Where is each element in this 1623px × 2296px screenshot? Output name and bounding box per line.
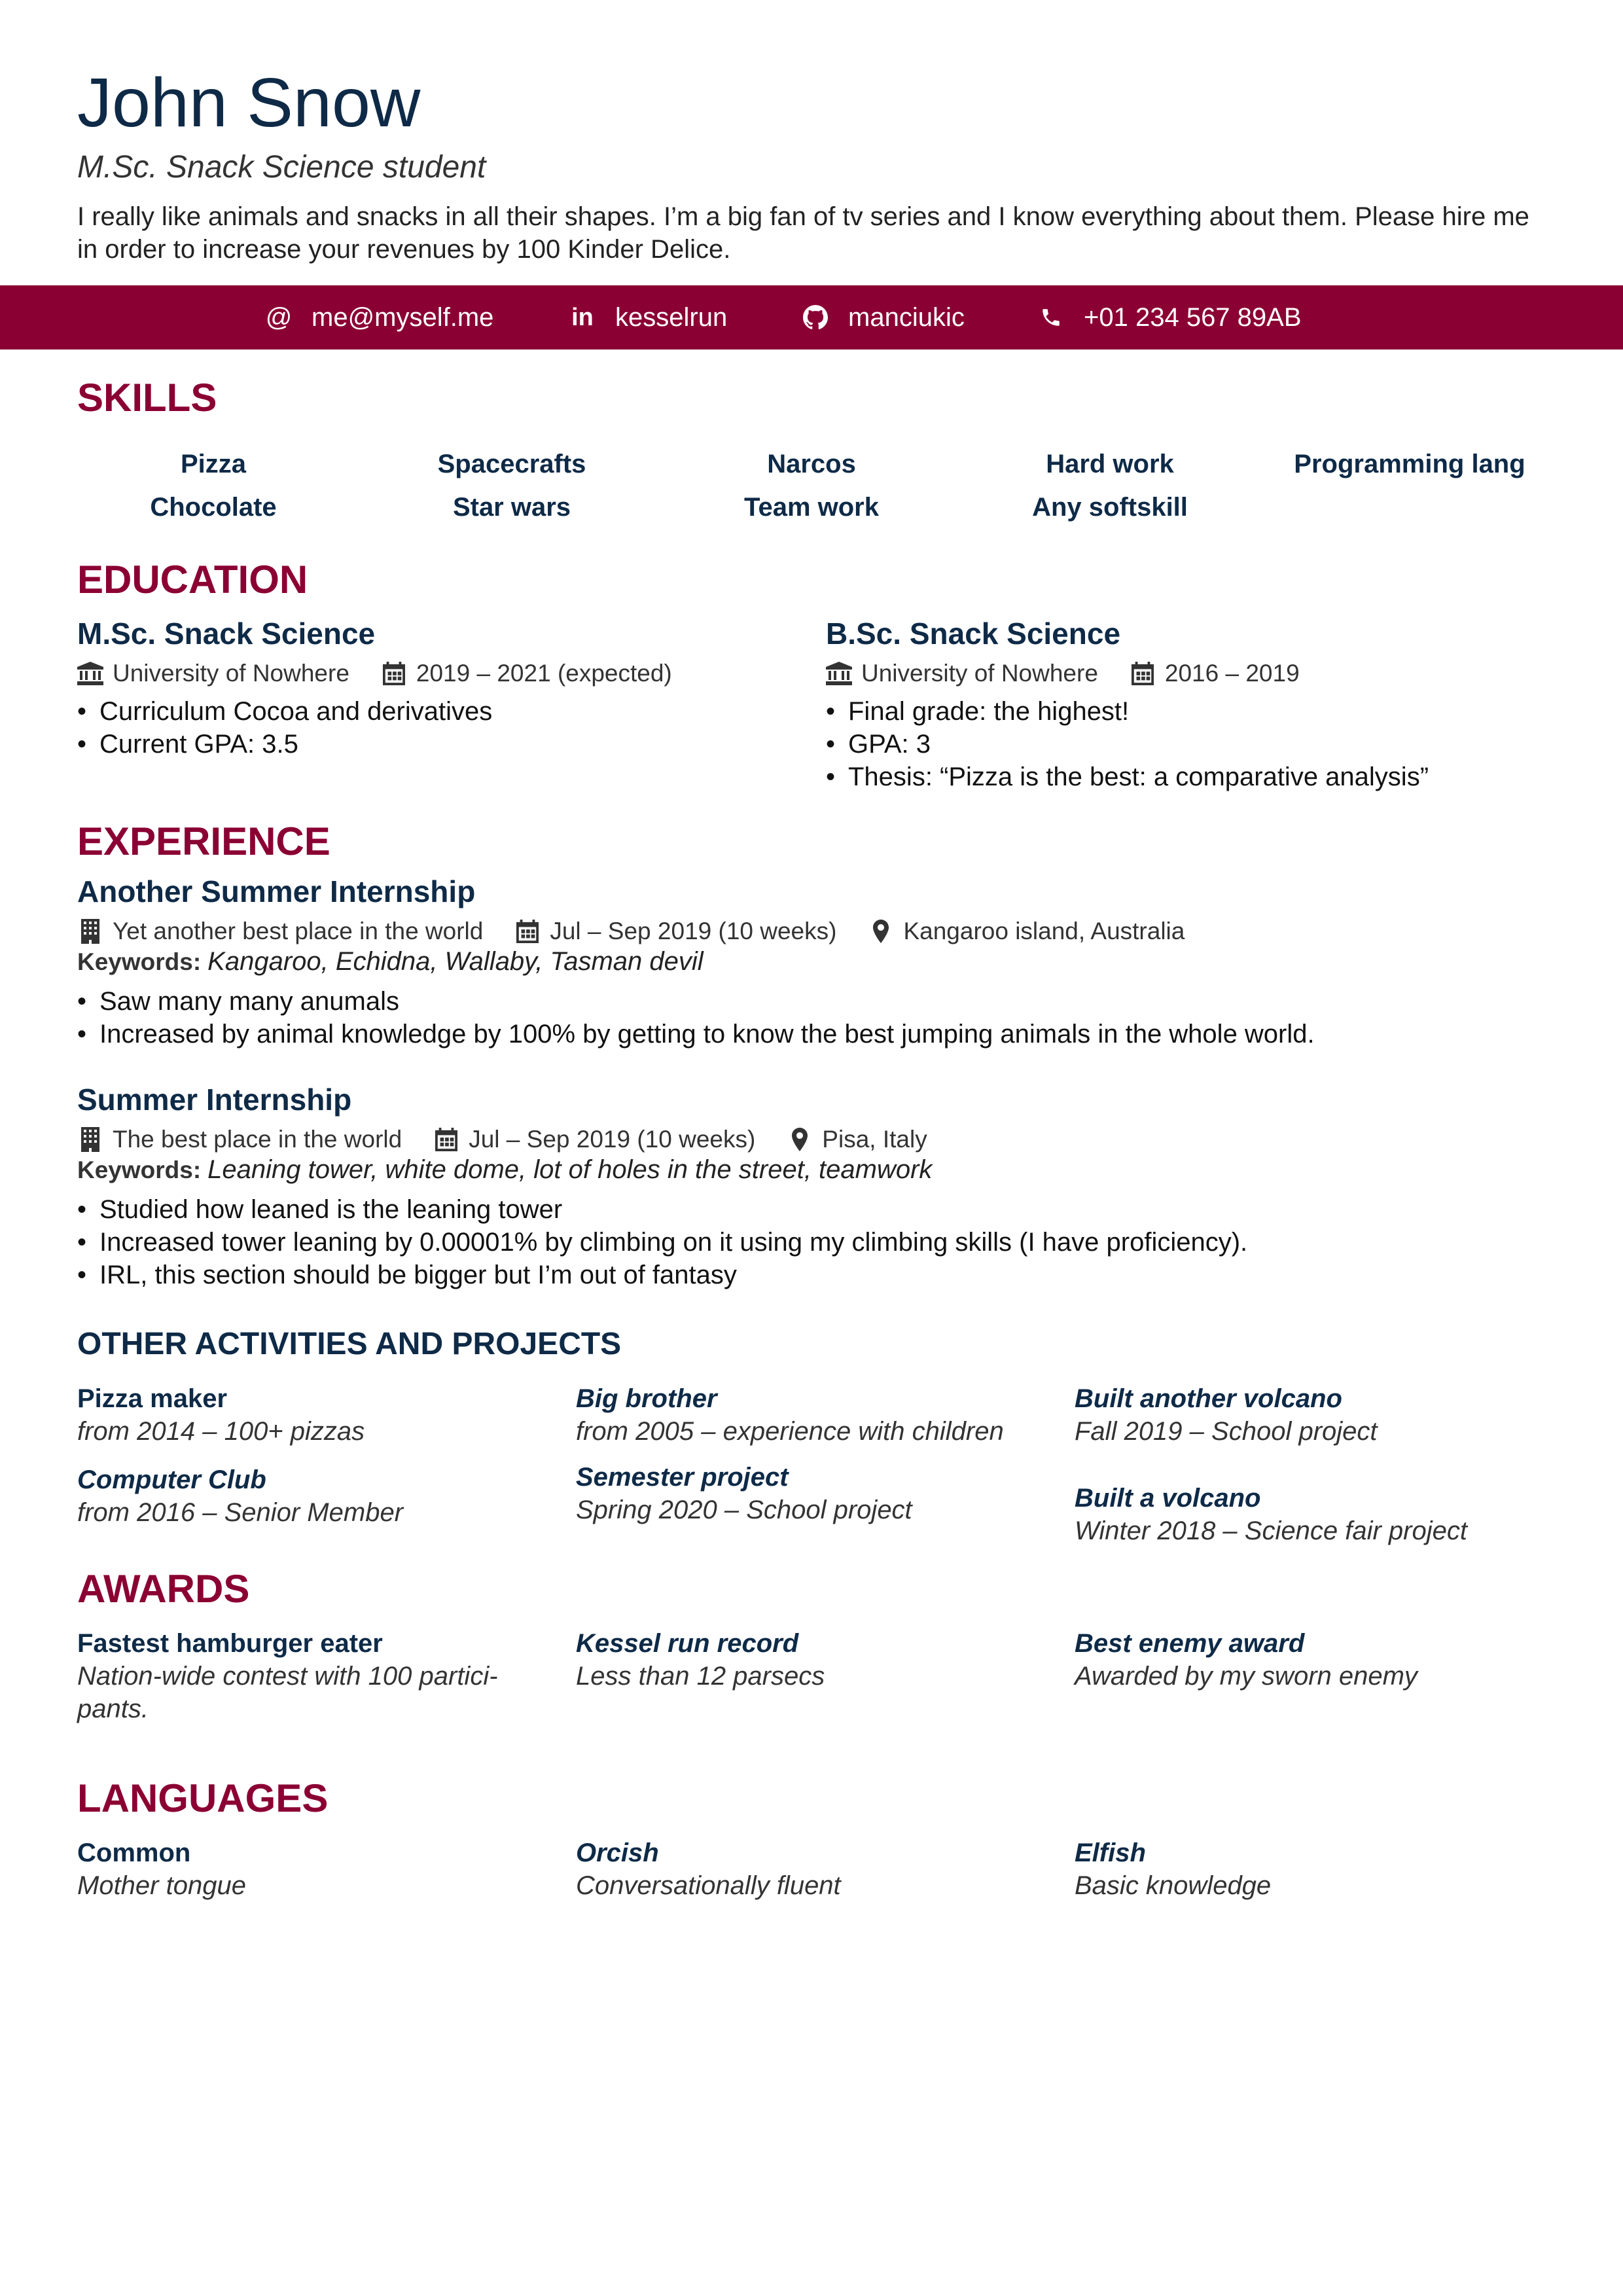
- experience-meta: [77, 1124, 1582, 1155]
- contact-github-text: manciukic: [848, 303, 965, 332]
- language-name: Common: [77, 1839, 191, 1867]
- skill-item: Narcos: [767, 450, 856, 478]
- award-item: [77, 1627, 562, 1725]
- experience-item: [77, 873, 1582, 1050]
- location-pin-icon: [868, 918, 894, 944]
- activity-title: Built another volcano: [1075, 1384, 1342, 1413]
- list-item: • Final grade: the highest!: [826, 695, 1578, 728]
- experience-job-title: Summer Internship: [77, 1083, 352, 1117]
- list-item: • Curriculum Cocoa and derivatives: [77, 695, 797, 728]
- keywords-value: Leaning tower, white dome, lot of holes in the street, teamwork: [207, 1155, 933, 1184]
- phone-icon: [1037, 303, 1065, 332]
- activity-title: Built a volcano: [1075, 1484, 1261, 1513]
- list-item: • Increased tower leaning by 0.00001% by climbing on it using my climbing skills (I have proficiency).: [77, 1226, 1582, 1259]
- contact-bar: [0, 285, 1623, 350]
- university-icon: [826, 660, 852, 687]
- experience-dates: Jul – Sep 2019 (10 weeks): [469, 1126, 756, 1153]
- language-name: Elfish: [1075, 1839, 1146, 1867]
- experience-keywords: [77, 946, 1582, 977]
- activity-desc: Spring 2020 – School project: [576, 1496, 912, 1524]
- list-item: • Increased by animal knowledge by 100% by getting to know the best jumping animals in the whole world.: [77, 1018, 1582, 1050]
- education-degree: B.Sc. Snack Science: [826, 617, 1121, 651]
- award-title: Fastest hamburger eater: [77, 1629, 383, 1658]
- building-icon: [77, 918, 103, 944]
- awards-title: AWARDS: [77, 1567, 250, 1611]
- skill-item: Any softskill: [1032, 493, 1188, 522]
- list-item: • Current GPA: 3.5: [77, 728, 797, 761]
- github-icon: [801, 303, 830, 332]
- language-name: Orcish: [576, 1839, 659, 1867]
- activities-column: [576, 1382, 1060, 1526]
- education-dates: 2019 – 2021 (expected): [416, 660, 672, 687]
- activity-title: Computer Club: [77, 1465, 266, 1494]
- resume-subtitle: M.Sc. Snack Science student: [77, 150, 486, 185]
- calendar-icon: [433, 1126, 459, 1153]
- activity-title: Semester project: [576, 1463, 789, 1492]
- location-pin-icon: [787, 1126, 813, 1153]
- experience-place: The best place in the world: [113, 1126, 402, 1153]
- contact-email[interactable]: [264, 285, 493, 350]
- award-desc-cont: pants.: [77, 1695, 149, 1723]
- languages-title: LANGUAGES: [77, 1776, 329, 1820]
- skill-item: Programming lang: [1294, 450, 1525, 478]
- contact-linkedin[interactable]: [568, 285, 727, 350]
- resume-summary: I really like animals and snacks in all their shapes. I’m a big fan of tv series and I know everything about them. Please hire me in order to increase your revenues by 100 Kinder Delice.: [77, 202, 1529, 264]
- skill-item: Pizza: [180, 450, 247, 478]
- experience-dates: Jul – Sep 2019 (10 weeks): [550, 918, 837, 944]
- skill-item: Star wars: [452, 493, 571, 522]
- language-level: Basic knowledge: [1075, 1871, 1272, 1900]
- contact-phone-text: +01 234 567 89AB: [1084, 303, 1302, 332]
- language-level: Conversationally fluent: [576, 1871, 841, 1900]
- experience-meta: [77, 916, 1582, 946]
- university-icon: [77, 660, 103, 687]
- linkedin-icon: in: [571, 304, 594, 331]
- activities-title: OTHER ACTIVITIES AND PROJECTS: [77, 1327, 622, 1361]
- contact-linkedin-text: kesselrun: [615, 303, 728, 332]
- award-desc: Nation-wide contest with 100 partici-: [77, 1662, 498, 1691]
- activity-title: Big brother: [576, 1384, 717, 1413]
- list-item: • Saw many many anumals: [77, 985, 1582, 1018]
- activities-column: [1075, 1382, 1559, 1547]
- activity-desc: Winter 2018 – Science fair project: [1075, 1516, 1467, 1545]
- skill-item: Spacecrafts: [437, 450, 586, 478]
- award-item: [576, 1627, 1060, 1693]
- experience-bullets: [77, 985, 1582, 1050]
- building-icon: [77, 1126, 103, 1153]
- award-desc: Less than 12 parsecs: [576, 1662, 825, 1691]
- education-item-bsc: [826, 615, 1578, 793]
- skills-title: SKILLS: [77, 376, 217, 420]
- award-desc: Awarded by my sworn enemy: [1075, 1662, 1418, 1691]
- list-item: • Studied how leaned is the leaning tower: [77, 1193, 1582, 1226]
- resume-name: John Snow: [77, 64, 421, 141]
- activity-desc: from 2014 – 100+ pizzas: [77, 1417, 365, 1446]
- experience-item: [77, 1081, 1582, 1291]
- experience-keywords: [77, 1155, 1582, 1185]
- skill-item: Chocolate: [150, 493, 277, 522]
- education-item-msc: [77, 615, 797, 761]
- list-item: • GPA: 3: [826, 728, 1578, 761]
- experience-location: Pisa, Italy: [822, 1126, 927, 1153]
- contact-github[interactable]: [801, 285, 965, 350]
- experience-place: Yet another best place in the world: [113, 918, 484, 944]
- award-title: Best enemy award: [1075, 1629, 1305, 1658]
- language-level: Mother tongue: [77, 1871, 246, 1900]
- education-dates: 2016 – 2019: [1164, 660, 1300, 687]
- education-meta: [77, 658, 797, 689]
- keywords-label: Keywords:: [77, 948, 202, 975]
- award-title: Kessel run record: [576, 1629, 799, 1658]
- education-bullets: [826, 695, 1578, 793]
- list-item: • IRL, this section should be bigger but I’m out of fantasy: [77, 1259, 1582, 1291]
- activities-column: [77, 1382, 562, 1529]
- experience-bullets: [77, 1193, 1582, 1291]
- activity-title: Pizza maker: [77, 1384, 228, 1413]
- education-bullets: [77, 695, 797, 761]
- activity-desc: Fall 2019 – School project: [1075, 1417, 1378, 1446]
- calendar-icon: [1130, 660, 1156, 687]
- language-item: [1075, 1837, 1559, 1902]
- keywords-value: Kangaroo, Echidna, Wallaby, Tasman devil: [207, 947, 704, 976]
- education-title: EDUCATION: [77, 558, 308, 601]
- keywords-label: Keywords:: [77, 1157, 202, 1183]
- experience-location: Kangaroo island, Australia: [903, 918, 1185, 944]
- calendar-icon: [514, 918, 541, 944]
- education-degree: M.Sc. Snack Science: [77, 617, 376, 651]
- experience-job-title: Another Summer Internship: [77, 874, 476, 908]
- list-item: • Thesis: “Pizza is the best: a comparative analysis”: [826, 761, 1578, 793]
- education-meta: [826, 658, 1578, 689]
- experience-title: EXPERIENCE: [77, 819, 330, 863]
- language-item: [77, 1837, 562, 1902]
- language-item: [576, 1837, 1060, 1902]
- contact-email-text: me@myself.me: [312, 303, 494, 332]
- education-school: University of Nowhere: [113, 660, 349, 687]
- contact-phone[interactable]: [1037, 285, 1302, 350]
- calendar-icon: [381, 660, 407, 687]
- award-item: [1075, 1627, 1559, 1693]
- activity-desc: from 2005 – experience with children: [576, 1417, 1004, 1446]
- at-icon: @: [265, 303, 293, 332]
- activity-desc: from 2016 – Senior Member: [77, 1498, 404, 1527]
- education-school: University of Nowhere: [861, 660, 1098, 687]
- skill-item: Team work: [744, 493, 879, 522]
- skill-item: Hard work: [1046, 450, 1174, 478]
